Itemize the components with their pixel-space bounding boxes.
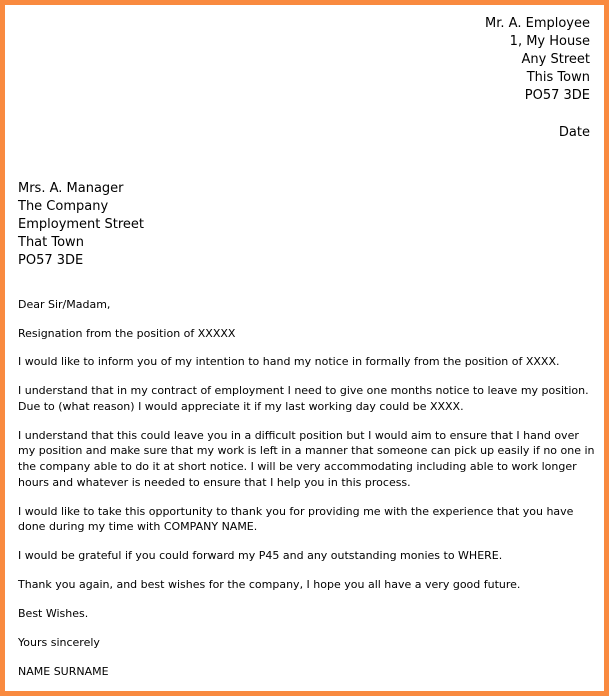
subject-line: Resignation from the position of XXXXX [18,326,236,340]
sender-postcode: PO57 3DE [524,88,590,103]
paragraph-thanks: I would like to take this opportunity to thank you for providing me with the experience that you have done during my time with COMPANY NAME. [18,504,574,534]
closing-yours-sincerely: Yours sincerely [18,636,100,650]
sender-name: Mr. A. Employee [485,16,590,31]
recipient-name: Mrs. A. Manager [18,181,124,196]
letter-body [18,297,598,680]
recipient-address [18,180,144,270]
paragraph-handover: I understand that this could leave you in a difficult position but I would aim to ensure that I hand over my position and make sure that my work is left in a manner that someone can pick up easily if no one in the company able to do it at short notice. I will be very accommodating including able to work longer hours and whatever is needed to ensure that I help you in this process. [18,428,595,489]
sender-address-line-1: 1, My House [509,34,590,49]
signature-name: NAME SURNAME [18,665,109,679]
sender-town: This Town [526,70,590,85]
salutation: Dear Sir/Madam, [18,298,111,311]
paragraph-intent: I would like to inform you of my intention to hand my notice in formally from the position of XXXX. [18,355,560,369]
recipient-postcode: PO57 3DE [18,253,84,268]
closing-best-wishes: Best Wishes. [18,607,89,621]
recipient-town: That Town [18,235,84,250]
recipient-company: The Company [18,199,109,214]
paragraph-p45: I would be grateful if you could forward my P45 and any outstanding monies to WHERE. [18,549,503,563]
sender-address [485,15,590,105]
letter-date: Date [558,125,590,140]
paragraph-best-wishes: Thank you again, and best wishes for the company, I hope you all have a very good future. [18,578,521,592]
sender-address-line-2: Any Street [521,52,590,67]
recipient-street: Employment Street [18,217,145,232]
paragraph-notice-period: I understand that in my contract of employment I need to give one months notice to leave my position. Due to (what reason) I would appreciate it if my last working day could be XXXX. [18,384,589,413]
